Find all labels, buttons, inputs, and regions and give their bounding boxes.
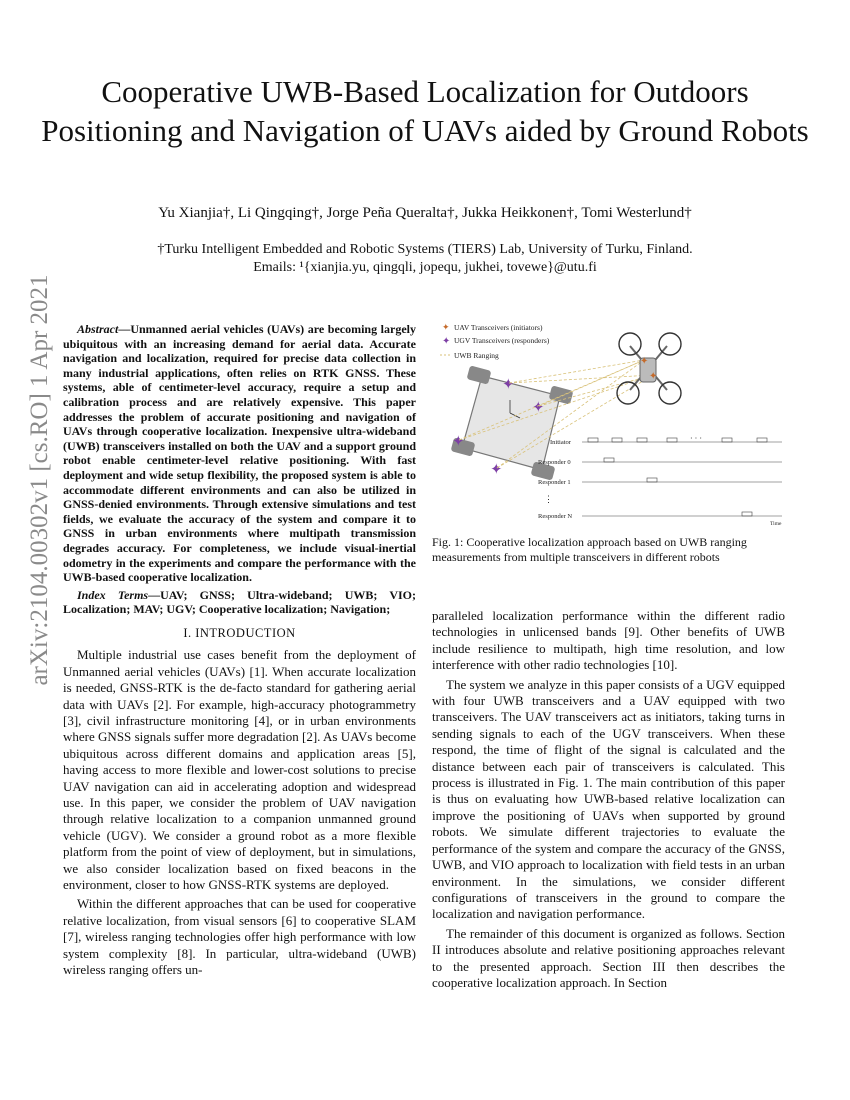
affiliation: †Turku Intelligent Embedded and Robotic Systems (TIERS) Lab, University of Turku, Finland. (157, 242, 693, 257)
figure-1-diagram (432, 318, 787, 530)
legend-uav: UAV Transceivers (initiators) (454, 323, 543, 332)
abstract (63, 322, 416, 585)
uav-transceiver-icon: ✦ (640, 356, 649, 367)
legend-ranging: UWB Ranging (454, 351, 499, 360)
timing-ellipsis: · · · (690, 434, 702, 443)
uav-drone (617, 333, 681, 404)
right-column (432, 608, 785, 994)
section-heading-introduction: I. INTRODUCTION (183, 625, 296, 640)
index-terms (63, 588, 416, 617)
arxiv-stamp (18, 274, 62, 686)
ugv-transceiver-icon: ✦ (490, 462, 503, 478)
ugv-transceiver-icon: ✦ (452, 434, 465, 450)
intro-paragraph-1: Multiple industrial use cases benefit from the deployment of Unmanned aerial vehicles (UAVs) [1]. When accurate localization is needed, GNSS-RTK is the de-facto standard for gathering aerial data with UAVs [2]. For example, high-accuracy photogrammetry [3], civil infrastructure monitoring [4], or in urban environments where GNSS signals suffer more degradation [2]. As UAVs become ubiquitous across different domains and application areas [5], having access to more flexible and lower-cost solutions to precise UAV navigation can aid in accelerating adoption and widespread use. In this paper, we consider the problem of UAV navigation through relative localization to a companion unmanned ground vehicle (UGV). We consider a ground robot as a more flexible platform from the point of view of deployment, but in simulations, we also consider localization based on fixed beacons in the environment, closer to how GNSS-RTK systems are deployed. (63, 647, 416, 892)
index-terms-text: —UAV; GNSS; Ultra-wideband; UWB; VIO; Localization; MAV; UGV; Cooperative localization; Navigation; (63, 587, 416, 617)
row-ellipsis: ⋮ (544, 494, 553, 504)
paper-title: Cooperative UWB-Based Localization for Outdoors Positioning and Navigation of UAVs aided by Ground Robots (41, 74, 809, 148)
row-responder-1: Responder 1 (538, 479, 571, 486)
uav-transceiver-icon: ✦ (649, 371, 658, 382)
emails: Emails: ¹{xianjia.yu, qingqli, jopequ, jukhei, tovewe}@utu.fi (253, 260, 597, 275)
arxiv-id: arXiv:2104.00302v1 [cs.RO] 1 Apr 2021 (26, 274, 53, 686)
affiliation-block (60, 241, 790, 277)
intro-paragraph-2: Within the different approaches that can be used for cooperative relative localization, from visual sensors [6] to cooperative SLAM [7], wireless ranging technologies offer high performance with low system complexity [8]. In particular, ultra-wideband (UWB) wireless ranging offers un- (63, 896, 416, 977)
abstract-text: —Unmanned aerial vehicles (UAVs) are becoming largely ubiquitous with an increasing demand for aerial data. Accurate navigation and localization, required for precise data collection in many industrial applications, often relies on RTK GNSS. These systems, able of centimeter-level accuracy, require a setup and calibration process and are relatively expensive. This paper addresses the problem of accurate positioning and navigation of UAVs through cooperative localization. Inexpensive ultra-wideband (UWB) transceivers installed on both the UAV and a support ground robot enable centimeter-level relative positioning. With fast deployment and wide setup flexibility, the proposed system is able to accommodate different environments and can also be utilized in GNSS-denied environments. Through extensive simulations and test fields, we evaluate the accuracy of the system and compare it to GNSS in urban environments where multipath transmission degrades accuracy. For completeness, we include visual-inertial odometry in the experiments and compare the performance with the UWB-based cooperative localization. (63, 322, 416, 585)
time-axis-label: Time (770, 521, 782, 527)
figure-1 (432, 318, 787, 530)
left-column (63, 322, 416, 981)
legend-ugv: UGV Transceivers (responders) (454, 336, 550, 345)
ugv-transceiver-icon: ✦ (502, 377, 515, 393)
row-responder-n: Responder N (538, 513, 573, 520)
row-responder-0: Responder 0 (538, 459, 571, 466)
ugv-transceiver-icon: ✦ (532, 400, 545, 416)
intro-paragraph-4: The system we analyze in this paper consists of a UGV equipped with four UWB transceivers and a UAV equipped with two transceivers. The UAV transceivers act as initiators, taking turns in sending signals to each of the UGV transceivers. When these respond, the time of flight of the signal is calculated and the distance between each pair of transceivers is calculated. This process is illustrated in Fig. 1. The main contribution of this paper is thus on evaluating how UWB-based relative localization can improve the positioning of UAVs when supported by ground robots. We simulate different trajectories to evaluate the performance of the system and compare the accuracy of the GNSS, UWB, and VIO approach to localization with field tests in an urban environment. In the simulations, we consider different configurations of transceivers in the ground to compare the localization and navigation performance. (432, 676, 785, 922)
uav-marker-icon: ✦ (442, 322, 450, 332)
timing-diagram (538, 434, 782, 527)
intro-paragraph-5: The remainder of this document is organized as follows. Section II introduces absolute and relative positioning approaches relevant to the presented approach. Section III then describes the cooperative localization approach. In Section (432, 925, 785, 990)
author-list: Yu Xianjia†, Li Qingqing†, Jorge Peña Queralta†, Jukka Heikkonen†, Tomi Westerlund† (158, 205, 692, 221)
row-initiator: Initiator (550, 439, 571, 446)
figure-1-caption: Fig. 1: Cooperative localization approach based on UWB ranging measurements from multiple transceivers in different robots (432, 535, 747, 564)
intro-paragraph-3: paralleled localization performance within the different radio technologies in unlicensed bands [9]. Other benefits of UWB include resilience to multipath, high time resolution, and low interference with other radio technologies [10]. (432, 608, 785, 673)
index-terms-lead: Index Terms (77, 587, 149, 602)
ugv-marker-icon: ✦ (442, 336, 451, 347)
abstract-lead: Abstract (77, 322, 119, 336)
